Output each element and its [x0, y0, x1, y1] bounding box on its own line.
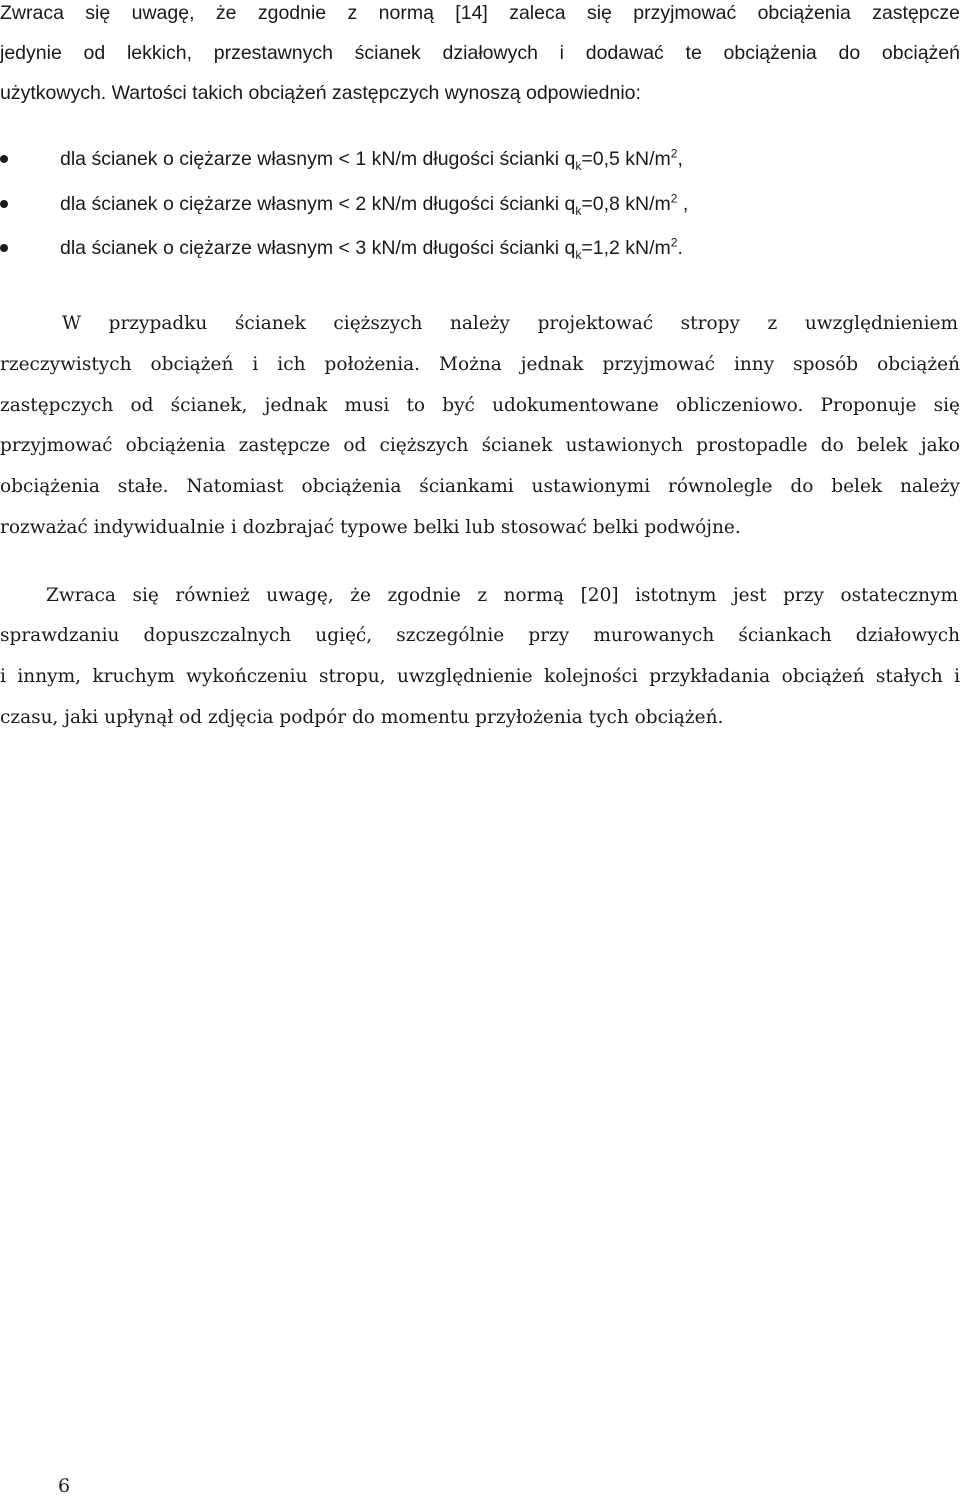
paragraph-line: Zwraca się również uwagę, że zgodnie z normą [20] istotnym jest przy ostatecznym — [46, 585, 958, 606]
bullet-icon — [0, 200, 8, 208]
paragraph-line: sprawdzaniu dopuszczalnych ugięć, szczególnie przy murowanych ściankach działowych — [0, 625, 960, 646]
paragraph-line: W przypadku ścianek cięższych należy projektować stropy z uwzględnieniem — [62, 313, 958, 334]
intro-line: jedynie od lekkich, przestawnych ścianek działowych i dodawać te obciążenia do obciążeń — [0, 42, 960, 64]
paragraph-line: rozważać indywidualnie i dozbrajać typowe belki lub stosować belki podwójne. — [0, 517, 741, 538]
paragraph-line: rzeczywistych obciążeń i ich położenia. Można jednak przyjmować inny sposób obciążeń — [0, 354, 960, 375]
paragraph-line: obciążenia stałe. Natomiast obciążenia ściankami ustawionymi równolegle do belek należy — [0, 476, 960, 497]
list-item-text: dla ścianek o ciężarze własnym < 1 kN/m długości ścianki $q_k=0,5$ $kN/m^2$, — [60, 146, 683, 173]
page-number: 6 — [58, 1475, 71, 1497]
intro-line: Zwraca się uwagę, że zgodnie z normą [14] zaleca się przyjmować obciążenia zastępcze — [0, 2, 960, 24]
list-item-text: dla ścianek o ciężarze własnym < 2 kN/m długości ścianki $q_k=0,8$ $kN/m^2$ , — [60, 191, 689, 218]
paragraph-line: przyjmować obciążenia zastępcze od cięższych ścianek ustawionych prostopadle do belek jako — [0, 435, 960, 456]
paragraph-line: zastępczych od ścianek, jednak musi to być udokumentowane obliczeniowo. Proponuje się — [0, 395, 960, 416]
paragraph-line: czasu, jaki upłynął od zdjęcia podpór do momentu przyłożenia tych obciążeń. — [0, 707, 724, 728]
bullet-icon — [0, 155, 8, 163]
paragraph-line: i innym, kruchym wykończeniu stropu, uwzględnienie kolejności przykładania obciążeń stałych i — [0, 666, 960, 687]
bullet-icon — [0, 244, 8, 252]
intro-line: użytkowych. Wartości takich obciążeń zastępczych wynoszą odpowiednio: — [0, 82, 641, 104]
list-item-text: dla ścianek o ciężarze własnym < 3 kN/m długości ścianki $q_k=1,2$ $kN/m^2$. — [60, 235, 683, 262]
